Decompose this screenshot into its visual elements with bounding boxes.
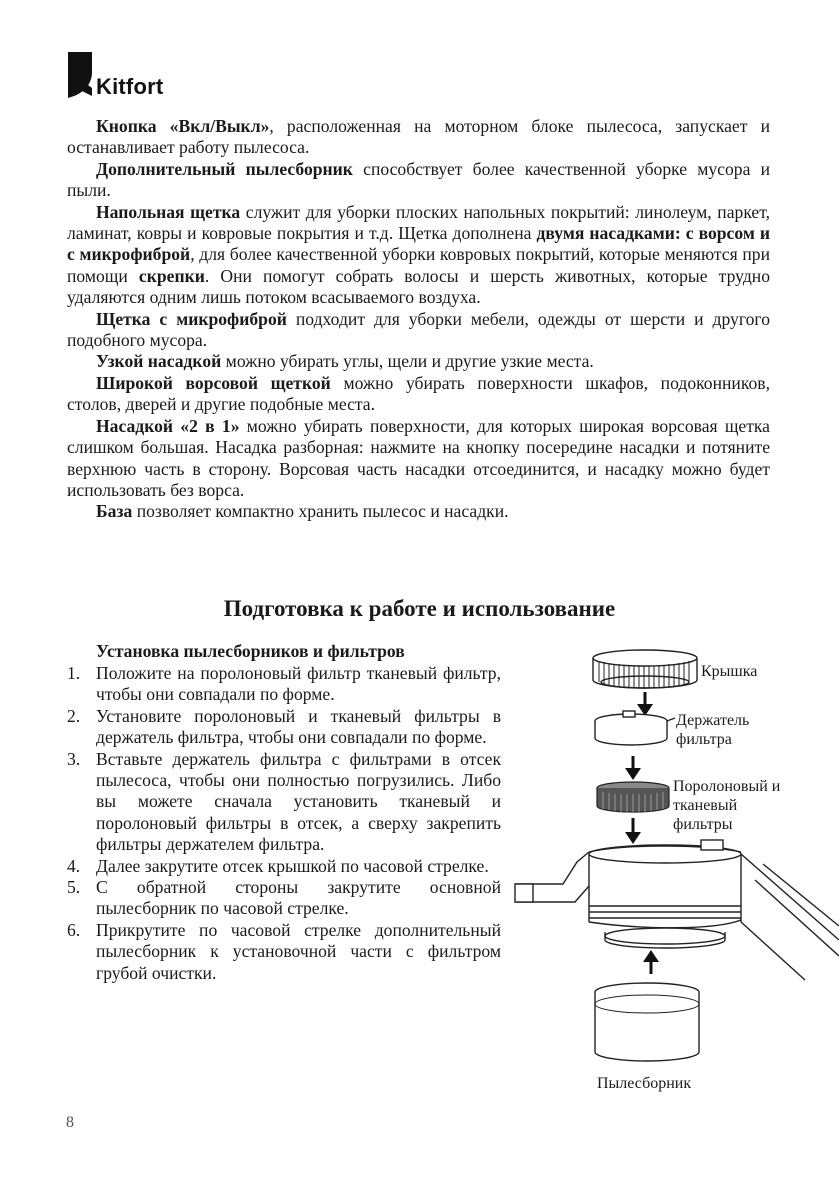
paragraph-2in1-nozzle: Насадкой «2 в 1» можно убирать поверхности, для которых широкая ворсовая щетка слишком большая. Насадка разборная: нажмите на кнопку посередине насадки и потяните верхнюю часть в сторону. Ворсовая часть насадки отсоединится, и насадку можно будет использовать без ворса. (67, 415, 770, 500)
list-item: 1. Положите на поролоновый фильтр тканевый фильтр, чтобы они совпадали по форме. (67, 663, 501, 705)
list-item: 4. Далее закрутите отсек крышкой по часовой стрелке. (67, 855, 489, 876)
paragraph-floor-brush: Напольная щетка служит для уборки плоских напольных покрытий: линолеум, паркет, ламинат, ковры и ковровые покрытия и т.д. Щетка дополнена двумя насадками: с ворсом и с микрофиброй, для более качественной уборки ковровых покрытий, которые меняются при помощи скрепки. Они помогут собрать волосы и шерсть животных, которые трудно удаляются одним лишь потоком всасываемого воздуха. (67, 201, 770, 308)
label-dustbin: Пылесборник (597, 1075, 692, 1092)
vacuum-body-illustration (515, 840, 839, 980)
page-number: 8 (66, 1114, 74, 1131)
list-item: 5. С обратной стороны закрутите основной пылесборник по часовой стрелке. (67, 877, 501, 919)
list-item: 6. Прикрутите по часовой стрелке дополнительный пылесборник к установочной части с фильтром грубой очистки. (67, 919, 501, 983)
paragraph-narrow-nozzle: Узкой насадкой можно убирать углы, щели и другие узкие места. (96, 351, 594, 372)
paragraph-microfiber-brush: Щетка с микрофиброй подходит для уборки мебели, одежды от шерсти и другого подобного мусора. (67, 308, 770, 351)
dustbin-illustration (595, 983, 699, 1061)
label-foam-filters: Поролоновый и тканевый фильтры (673, 778, 781, 833)
steps-list (67, 663, 501, 984)
filter-assembly-figure (505, 640, 839, 1110)
paragraph-power-button: Кнопка «Вкл/Выкл», расположенная на моторном блоке пылесоса, запускает и останавливает работу пылесоса. (67, 116, 770, 158)
arrow-down-icon (625, 818, 641, 844)
filter-holder-illustration (595, 711, 675, 745)
paragraph-base: База позволяет компактно хранить пылесос и насадки. (96, 501, 509, 522)
list-item: 3. Вставьте держатель фильтра с фильтрами в отсек пылесоса, чтобы они полностью погрузились. Либо вы можете сначала установить тканевый и поролоновый фильтры в отсек, а сверху закрепить фильтры держателем фильтра. (67, 748, 501, 855)
intro-text (67, 116, 770, 523)
arrow-up-icon (643, 950, 659, 974)
arrow-down-icon (637, 692, 653, 716)
brand-name: Kitfort (96, 74, 164, 99)
label-filter-holder: Держатель фильтра (676, 712, 750, 748)
arrow-down-icon (625, 756, 641, 780)
subheading: Установка пылесборников и фильтров (96, 641, 405, 661)
paragraph-wide-brush: Широкой ворсовой щеткой можно убирать поверхности шкафов, подоконников, столов, дверей и другие подобные места. (67, 372, 770, 415)
paragraph-extra-dustbin: Дополнительный пылесборник способствует более качественной уборке мусора и пыли. (67, 158, 770, 201)
lid-illustration (593, 650, 697, 688)
label-lid: Крышка (701, 663, 758, 680)
filter-assembly-diagram (505, 640, 839, 1110)
foam-filter-illustration (597, 782, 669, 812)
list-item: 2. Установите поролоновый и тканевый фильтры в держатель фильтра, чтобы они совпадали по форме. (67, 705, 501, 748)
section-title: Подготовка к работе и использование (223, 596, 616, 621)
